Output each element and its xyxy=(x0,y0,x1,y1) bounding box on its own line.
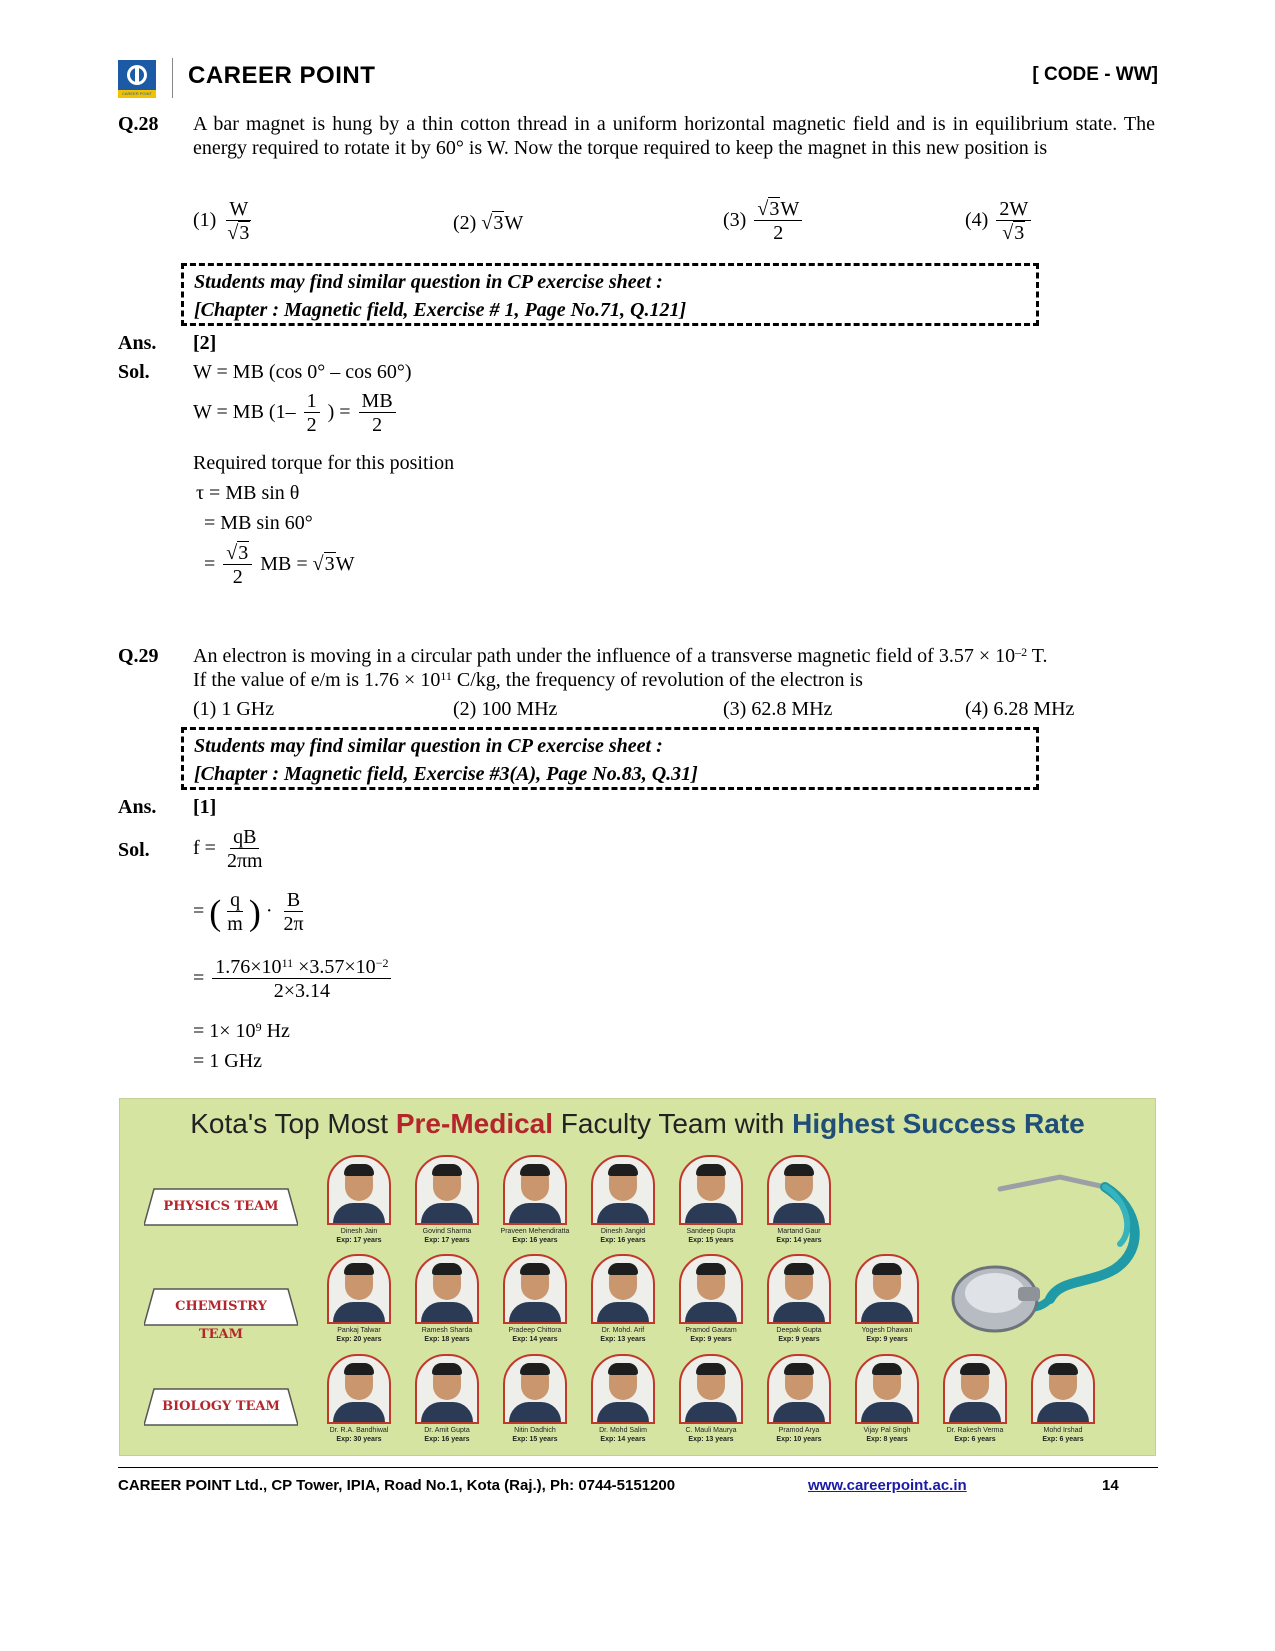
faculty-card: Deepak Gupta Exp: 9 years xyxy=(756,1254,842,1344)
physics-team-label: PHYSICS TEAM xyxy=(144,1185,298,1229)
faculty-card: Ramesh Sharda Exp: 18 years xyxy=(404,1254,490,1344)
q28-sol-line6: = $\frac{√3}{2}$ MB = √3W xyxy=(204,542,355,588)
q28-text: A bar magnet is hung by a thin cotton thread in a uniform horizontal magnetic field and is in equilibrium state. The energy required to rotate it by 60° is W. Now the torque required to keep the magnet in this new position is xyxy=(193,113,1155,159)
q29-option-4: (4) 6.28 MHz xyxy=(965,698,1075,720)
faculty-card: C. Mauli Maurya Exp: 13 years xyxy=(668,1354,754,1444)
q28-note-line1: Students may find similar question in CP exercise sheet : xyxy=(194,271,663,293)
q28-option-2: (2) √3W xyxy=(453,212,524,234)
q28-option-4: (4) $\frac{2W}{√3}$ xyxy=(965,198,1034,245)
q29-sol-line1: f = $\frac{qB}{2\pi m}$ xyxy=(193,826,263,872)
q28-sol-line5: = MB sin 60° xyxy=(204,512,313,534)
q29-reference-box xyxy=(181,727,1039,790)
faculty-card: Dr. Mohd Salim Exp: 14 years xyxy=(580,1354,666,1444)
q29-option-2: (2) 100 MHz xyxy=(453,698,558,720)
q28-label: Q.28 xyxy=(118,113,159,135)
q28-sol-line2: W = MB (1– $\frac{1}{2}$ ) = $\frac{MB}{2}$ xyxy=(193,390,399,437)
faculty-card: Dr. Amit Gupta Exp: 16 years xyxy=(404,1354,490,1444)
chemistry-team-label: CHEMISTRY TEAM xyxy=(144,1285,298,1329)
q29-option-1: (1) 1 GHz xyxy=(193,698,275,720)
q29-sol-line3: = $\frac{1.76\times 10^{11} \times 3.57\times 10^{-2}}{2\times 3.14}$ xyxy=(193,956,394,1003)
faculty-card: Pramod Arya Exp: 10 years xyxy=(756,1354,842,1444)
q28-sol-line1: W = MB (cos 0° – cos 60°) xyxy=(193,361,412,383)
faculty-card: Praveen Mehendiratta Exp: 16 years xyxy=(492,1155,578,1245)
footer-rule xyxy=(118,1467,1158,1468)
q29-sol-label: Sol. xyxy=(118,839,150,861)
q29-text-line1: An electron is moving in a circular path under the influence of a transverse magnetic field of $3.57 \times 10^{-2}$ T. xyxy=(193,645,1048,667)
biology-team-label: BIOLOGY TEAM xyxy=(144,1385,298,1429)
paper-code: [ CODE - WW] xyxy=(1032,64,1158,85)
q28-option-1: (1) $\frac{W}{√3}$ xyxy=(193,198,250,244)
q28-ans-label: Ans. xyxy=(118,332,157,354)
faculty-card: Pradeep Chittora Exp: 14 years xyxy=(492,1254,578,1344)
faculty-card: Govind Sharma Exp: 17 years xyxy=(404,1155,490,1245)
q28-note-line2: [Chapter : Magnetic field, Exercise # 1, Page No.71, Q.121] xyxy=(194,299,687,321)
faculty-card: Mohd Irshad Exp: 6 years xyxy=(1020,1354,1106,1444)
faculty-card: Dinesh Jain Exp: 17 years xyxy=(316,1155,402,1245)
footer-address: CAREER POINT Ltd., CP Tower, IPIA, Road No.1, Kota (Raj.), Ph: 0744-5151200 xyxy=(118,1477,676,1494)
faculty-banner xyxy=(119,1098,1156,1456)
faculty-card: Vijay Pal Singh Exp: 8 years xyxy=(844,1354,930,1444)
q29-ans-label: Ans. xyxy=(118,796,157,818)
header-divider xyxy=(172,58,173,98)
faculty-card: Sandeep Gupta Exp: 15 years xyxy=(668,1155,754,1245)
banner-title: Kota's Top Most Pre-Medical Faculty Team with Highest Success Rate xyxy=(190,1108,1085,1139)
faculty-card: Pramod Gautam Exp: 9 years xyxy=(668,1254,754,1344)
q28-sol-line4: τ = MB sin θ xyxy=(196,482,300,504)
q29-answer: [1] xyxy=(193,796,217,818)
faculty-card: Martand Gaur Exp: 14 years xyxy=(756,1155,842,1245)
q28-option-3: (3) $\frac{√3W}{2}$ xyxy=(723,198,805,245)
q29-text-line2: If the value of e/m is $1.76 \times 10^{11}$ C/kg, the frequency of revolution of the electron is xyxy=(193,669,863,691)
q29-sol-line4: = $1\times 10^9$ Hz xyxy=(193,1020,290,1042)
brand-name: CAREER POINT xyxy=(188,62,376,89)
q29-option-3: (3) 62.8 MHz xyxy=(723,698,833,720)
stethoscope-icon xyxy=(940,1169,1155,1344)
faculty-card: Dinesh Jangid Exp: 16 years xyxy=(580,1155,666,1245)
faculty-card: Yogesh Dhawan Exp: 9 years xyxy=(844,1254,930,1344)
q28-sol-line3: Required torque for this position xyxy=(193,452,455,474)
q29-label: Q.29 xyxy=(118,645,159,667)
q29-note-line2: [Chapter : Magnetic field, Exercise #3(A), Page No.83, Q.31] xyxy=(194,763,698,785)
q29-note-line1: Students may find similar question in CP exercise sheet : xyxy=(194,735,663,757)
faculty-card: Dr. Mohd. Arif Exp: 13 years xyxy=(580,1254,666,1344)
faculty-card: Dr. R.A. Bandhiwal Exp: 30 years xyxy=(316,1354,402,1444)
header xyxy=(118,58,1158,100)
career-point-logo: CAREER POINT xyxy=(118,60,156,98)
q29-sol-line2: = ( $\frac{q}{m}$ ) · $\frac{B}{2\pi}$ xyxy=(193,889,304,935)
footer-website-link[interactable]: www.careerpoint.ac.in xyxy=(808,1477,967,1494)
q28-reference-box xyxy=(181,263,1039,326)
faculty-card: Nitin Dadhich Exp: 15 years xyxy=(492,1354,578,1444)
q28-sol-label: Sol. xyxy=(118,361,150,383)
faculty-card: Pankaj Talwar Exp: 20 years xyxy=(316,1254,402,1344)
q28-answer: [2] xyxy=(193,332,217,354)
faculty-card: Dr. Rakesh Verma Exp: 6 years xyxy=(932,1354,1018,1444)
page-number: 14 xyxy=(1102,1477,1119,1494)
q29-sol-line5: = 1 GHz xyxy=(193,1050,263,1072)
